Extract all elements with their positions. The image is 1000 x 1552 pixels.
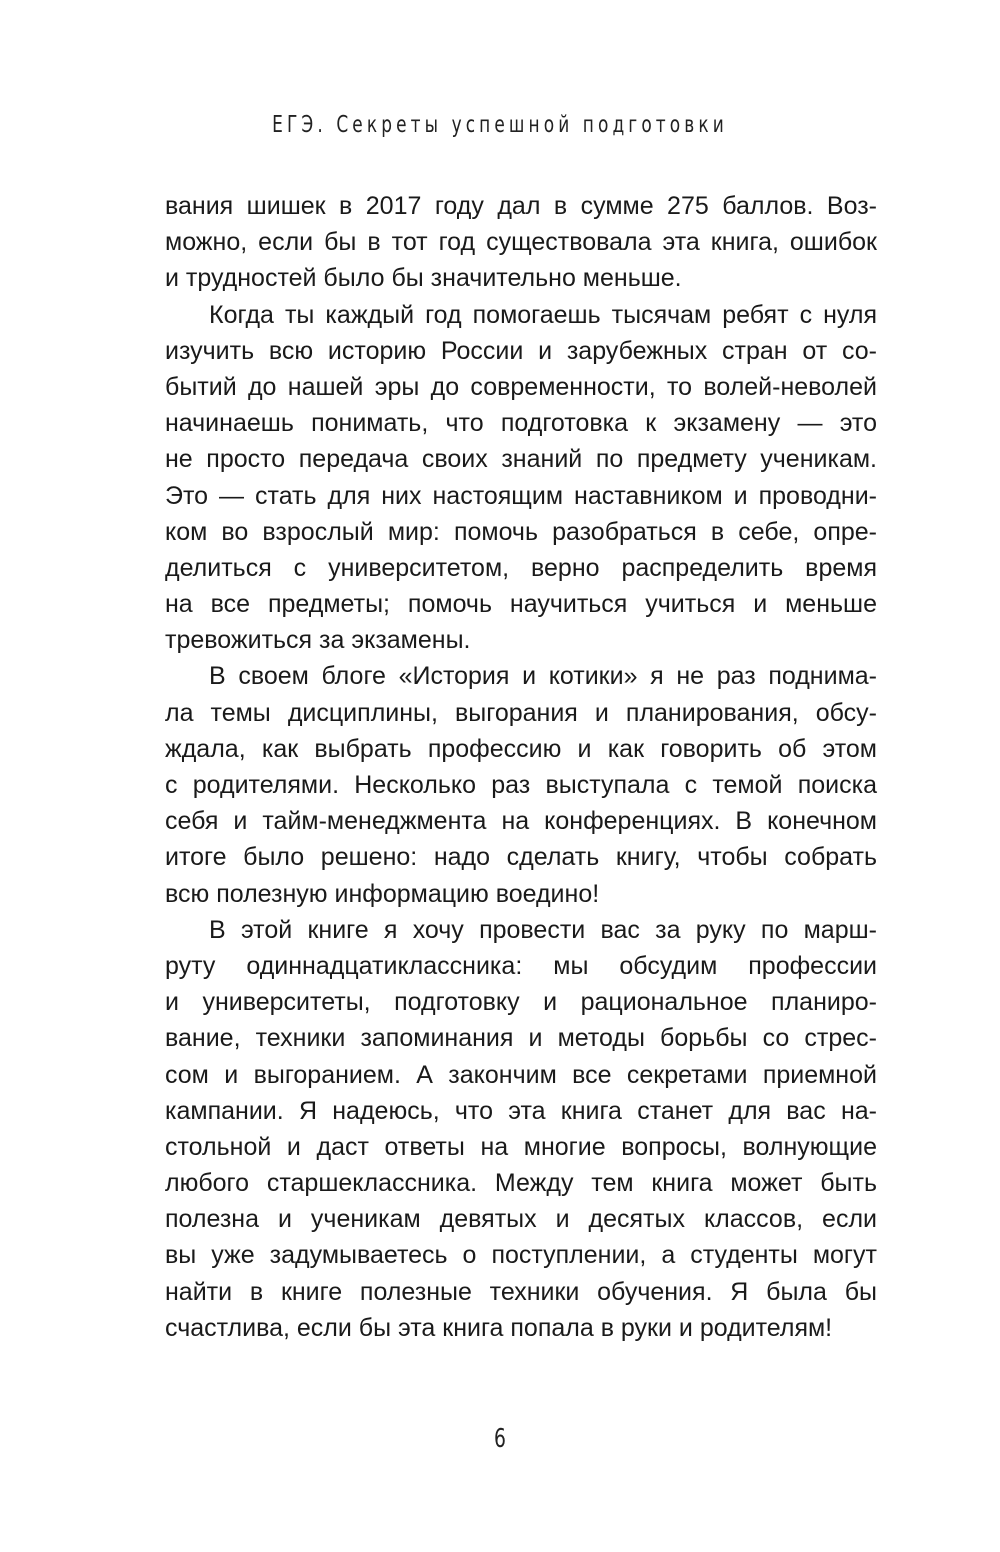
text-line: начинаешь понимать, что подготовка к экзамену — это	[165, 409, 877, 438]
text-line: найти в книге полезные техники обучения. Я была бы	[165, 1277, 877, 1306]
text-line: вы уже задумываетесь о поступлении, а студенты могут	[165, 1241, 877, 1270]
text-line: делиться с университетом, верно распределить время	[165, 553, 877, 582]
text-line: полезна и ученикам девятых и десятых классов, если	[165, 1205, 877, 1234]
text-line: вание, техники запоминания и методы борьбы со стрес-	[165, 1024, 877, 1053]
text-line: ла темы дисциплины, выгорания и планирования, обсу-	[165, 698, 877, 727]
body-text	[165, 188, 877, 1346]
text-line: и трудностей было бы значительно меньше.	[165, 264, 682, 293]
text-line: себя и тайм-менеджмента на конференциях. В конечном	[165, 807, 877, 836]
text-line: с родителями. Несколько раз выступала с темой поиска	[165, 771, 877, 799]
text-line: В своем блоге «История и котики» я не раз поднима-	[209, 662, 877, 691]
text-line: счастлива, если бы эта книга попала в руки и родителям!	[165, 1313, 833, 1342]
text-line: ждала, как выбрать профессию и как говорить об этом	[165, 734, 877, 763]
text-line: Это — стать для них настоящим наставником и проводни-	[165, 481, 877, 510]
text-line: руту одиннадцатиклассника: мы обсудим профессии	[165, 951, 877, 980]
text-line: любого старшеклассника. Между тем книга может быть	[165, 1169, 877, 1198]
text-line: можно, если бы в тот год существовала эта книга, ошибок	[165, 228, 877, 257]
text-line: и университеты, подготовку и рациональное планиро-	[165, 988, 877, 1017]
text-line: вания шишек в 2017 году дал в сумме 275 баллов. Воз-	[165, 192, 877, 220]
text-line: бытий до нашей эры до современности, то волей-неволей	[165, 372, 877, 401]
text-line: изучить всю историю России и зарубежных стран от со-	[165, 336, 877, 365]
text-line: на все предметы; помочь научиться учиться и меньше	[165, 590, 877, 619]
text-line: тревожиться за экзамены.	[165, 626, 471, 655]
text-line: В этой книге я хочу провести вас за руку по марш-	[209, 915, 877, 944]
text-line: Когда ты каждый год помогаешь тысячам ребят с нуля	[209, 300, 877, 329]
text-line: ком во взрослый мир: помочь разобраться в себе, опре-	[165, 517, 877, 546]
paragraph	[165, 188, 877, 297]
paragraph	[165, 912, 877, 1346]
text-line: не просто передача своих знаний по предмету ученикам.	[165, 445, 877, 474]
page-number: 6	[494, 1424, 506, 1454]
paragraph	[165, 658, 877, 911]
running-header: ЕГЭ. Секреты успешной подготовки	[272, 112, 728, 138]
text-line: стольной и даст ответы на многие вопросы, волнующие	[165, 1132, 877, 1161]
paragraph	[165, 297, 877, 659]
text-line: сом и выгоранием. А закончим все секретами приемной	[165, 1060, 877, 1089]
text-line: итоге было решено: надо сделать книгу, чтобы собрать	[165, 843, 877, 872]
text-line: кампании. Я надеюсь, что эта книга станет для вас на-	[165, 1096, 877, 1125]
text-line: всю полезную информацию воедино!	[165, 879, 600, 908]
